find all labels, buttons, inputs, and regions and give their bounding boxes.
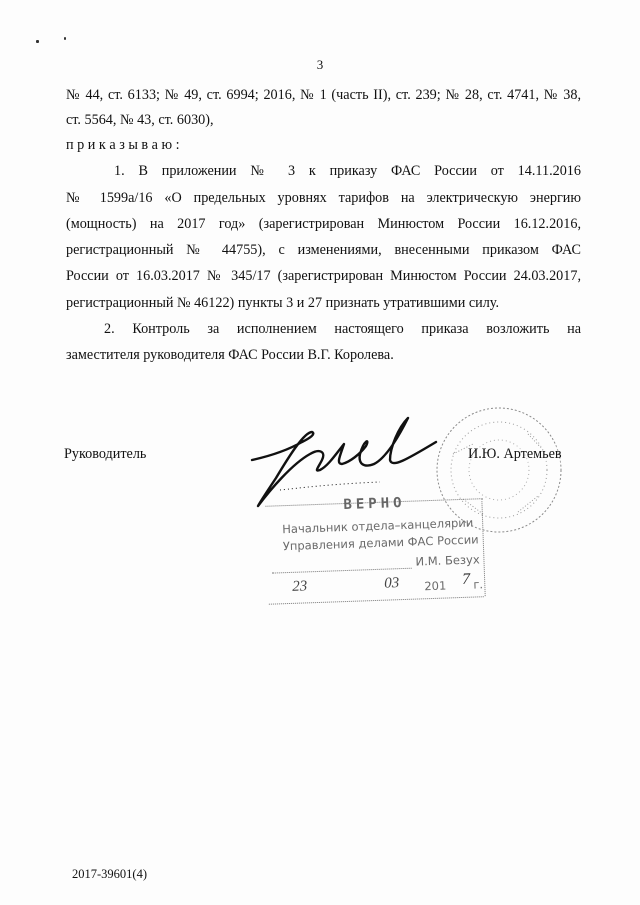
item1-line-1: 1. В приложении № 3 к приказу ФАС России от 14.11.2016 bbox=[114, 163, 581, 179]
stamp-date-day: 23 bbox=[291, 578, 308, 595]
item1-line-6: регистрационный № 46122) пункты 3 и 27 признать утратившими силу. bbox=[66, 295, 500, 311]
stamp-date-year-suffix: 7 bbox=[461, 570, 471, 588]
stamp-title: ВЕРНО bbox=[343, 494, 406, 514]
certified-copy-stamp bbox=[261, 490, 488, 608]
stamp-date-month: 03 bbox=[383, 575, 400, 592]
preamble-line-1: № 44, ст. 6133; № 49, ст. 6994; 2016, № 1 (часть II), ст. 239; № 28, ст. 4741, № 38, bbox=[66, 87, 581, 103]
stamp-position-line-1: Начальник отдела–канцелярии bbox=[282, 515, 474, 537]
stamp-date-year-prefix: 201 bbox=[424, 578, 447, 594]
signer-name: И.Ю. Артемьев bbox=[468, 446, 562, 462]
scan-speck bbox=[64, 37, 66, 40]
signer-role: Руководитель bbox=[64, 446, 147, 462]
stamp-border bbox=[269, 596, 484, 605]
item2-line-2: заместителя руководителя ФАС России В.Г. Королева. bbox=[66, 347, 394, 363]
item1-line-2: № 1599а/16 «О предельных уровнях тарифов на электрическую энергию bbox=[66, 190, 581, 206]
stamp-signer-name: И.М. Безух bbox=[415, 552, 480, 569]
item1-line-4: регистрационный № 44755), с изменениями, внесенными приказом ФАС bbox=[66, 242, 581, 258]
item1-line-3: (мощность) на 2017 год» (зарегистрирован Минюстом России 16.12.2016, bbox=[66, 216, 581, 232]
order-word: п р и к а з ы в а ю : bbox=[66, 137, 180, 153]
stamp-date-year-abbr: г. bbox=[473, 577, 484, 592]
scan-speck bbox=[36, 40, 39, 43]
registration-number: 2017-39601(4) bbox=[72, 867, 147, 881]
item2-line-1: 2. Контроль за исполнением настоящего приказа возложить на bbox=[104, 321, 581, 337]
stamp-signature-line bbox=[272, 568, 412, 574]
item1-line-5: России от 16.03.2017 № 345/17 (зарегистрирован Минюстом России 24.03.2017, bbox=[66, 268, 581, 284]
stamp-position-line-2: Управления делами ФАС России bbox=[282, 532, 479, 554]
preamble-line-2: ст. 5564, № 43, ст. 6030), bbox=[66, 112, 214, 128]
page-number: 3 bbox=[316, 57, 324, 72]
